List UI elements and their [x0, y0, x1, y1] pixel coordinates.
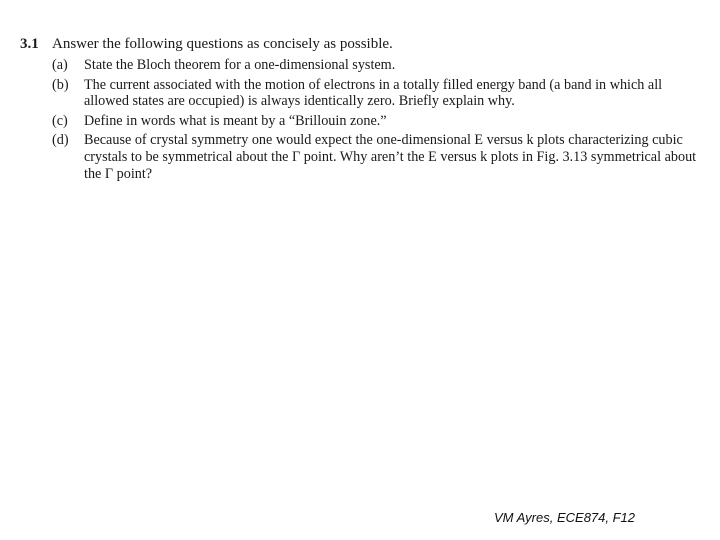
footer-credit: VM Ayres, ECE874, F12: [494, 510, 636, 525]
part-text: State the Bloch theorem for a one-dimensional system.: [84, 57, 396, 73]
part-text: Because of crystal symmetry one would expect the one-dimensional E versus k plots characterizing cubic crystals to be symmetrical about the Γ point. Why aren’t the E versus k plots in Fig. 3.13 symmetrical about the Γ point?: [84, 132, 697, 182]
part-label: (b): [52, 76, 69, 93]
problem-parts: [52, 57, 698, 182]
part-label: (c): [52, 112, 68, 129]
part-text: The current associated with the motion of electrons in a totally filled energy band (a band in which all allowed states are occupied) is always identically zero. Briefly explain why.: [84, 76, 663, 110]
part-a: [52, 57, 698, 74]
part-d: [52, 132, 698, 182]
part-label: (d): [52, 132, 69, 149]
part-b: [52, 77, 698, 110]
problem-number: 3.1: [20, 36, 39, 52]
part-text: Define in words what is meant by a “Brillouin zone.”: [84, 112, 387, 129]
problem-header: [20, 34, 698, 54]
problem-block: [20, 34, 698, 182]
problem-intro: Answer the following questions as concisely as possible.: [52, 36, 393, 52]
part-label: (a): [52, 57, 68, 73]
part-c: [52, 113, 698, 130]
